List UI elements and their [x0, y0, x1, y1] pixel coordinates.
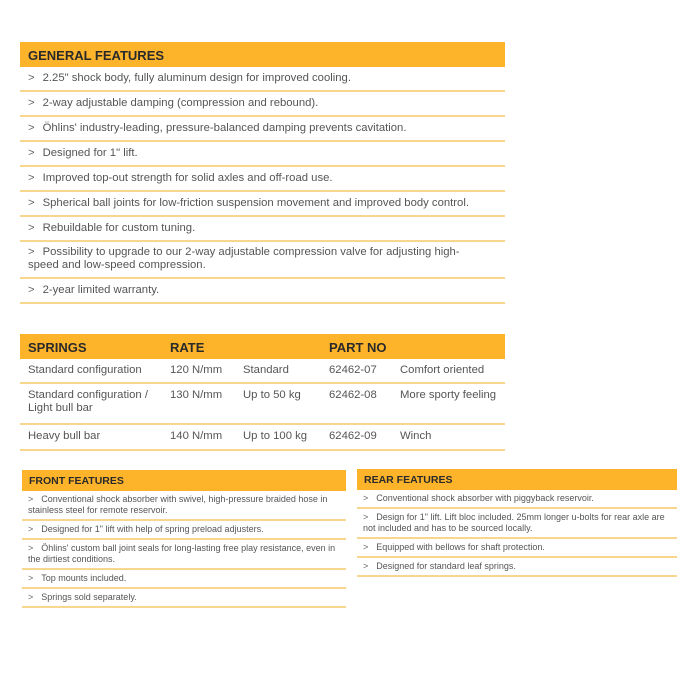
front-features-section [22, 470, 346, 608]
feature-item: > 2.25" shock body, fully aluminum design for improved cooling. [20, 67, 505, 92]
front-features-title: FRONT FEATURES [22, 470, 346, 491]
chevron-right-icon: > [28, 494, 34, 504]
chevron-right-icon: > [363, 512, 369, 522]
chevron-right-icon: > [28, 524, 34, 534]
column-header-part-no: PART NO [329, 340, 387, 355]
chevron-right-icon: > [28, 122, 35, 134]
feature-item: > Springs sold separately. [22, 589, 346, 608]
feature-item: > Spherical ball joints for low-friction suspension movement and improved body control. [20, 192, 505, 217]
chevron-right-icon: > [28, 284, 35, 296]
chevron-right-icon: > [28, 592, 34, 602]
springs-table-header [20, 334, 505, 359]
feature-item: > Equipped with bellows for shaft protection. [357, 539, 677, 558]
feature-item: > Top mounts included. [22, 570, 346, 589]
feature-item: > Conventional shock absorber with piggyback reservoir. [357, 490, 677, 509]
column-header-springs: SPRINGS [28, 340, 87, 355]
chevron-right-icon: > [28, 543, 34, 553]
chevron-right-icon: > [28, 72, 35, 84]
chevron-right-icon: > [28, 197, 35, 209]
table-row: Standard configuration / Light bull bar 130 N/mm Up to 50 kg 62462-08 More sporty feeling [20, 384, 505, 425]
feature-item: > 2-way adjustable damping (compression and rebound). [20, 92, 505, 117]
feature-item: > Designed for 1" lift. [20, 142, 505, 167]
feature-item: > 2-year limited warranty. [20, 279, 505, 304]
feature-item: > Öhlins' custom ball joint seals for long-lasting free play resistance, even in the dirtiest conditions. [22, 540, 346, 570]
chevron-right-icon: > [28, 246, 35, 258]
chevron-right-icon: > [28, 147, 35, 159]
table-row: Standard configuration 120 N/mm Standard 62462-07 Comfort oriented [20, 359, 505, 384]
general-features-section [20, 42, 505, 304]
feature-item: > Designed for standard leaf springs. [357, 558, 677, 577]
chevron-right-icon: > [363, 542, 369, 552]
general-features-title: GENERAL FEATURES [20, 42, 505, 67]
feature-item: > Conventional shock absorber with swivel, high-pressure braided hose in stainless steel for remote reservoir. [22, 491, 346, 521]
chevron-right-icon: > [363, 561, 369, 571]
feature-item: > Design for 1" lift. Lift bloc included. 25mm longer u-bolts for rear axle are not included and has to be sourced locally. [357, 509, 677, 539]
feature-item: > Öhlins' industry-leading, pressure-balanced damping prevents cavitation. [20, 117, 505, 142]
chevron-right-icon: > [28, 222, 35, 234]
springs-table [20, 334, 505, 451]
chevron-right-icon: > [363, 493, 369, 503]
feature-item: > Possibility to upgrade to our 2-way adjustable compression valve for adjusting high-speed and low-speed compression. [20, 242, 505, 279]
rear-features-section [357, 469, 677, 577]
rear-features-title: REAR FEATURES [357, 469, 677, 490]
feature-item: > Rebuildable for custom tuning. [20, 217, 505, 242]
chevron-right-icon: > [28, 97, 35, 109]
table-row: Heavy bull bar 140 N/mm Up to 100 kg 62462-09 Winch [20, 425, 505, 451]
chevron-right-icon: > [28, 573, 34, 583]
feature-item: > Improved top-out strength for solid axles and off-road use. [20, 167, 505, 192]
chevron-right-icon: > [28, 172, 35, 184]
feature-item: > Designed for 1" lift with help of spring preload adjusters. [22, 521, 346, 540]
column-header-rate: RATE [170, 340, 205, 355]
